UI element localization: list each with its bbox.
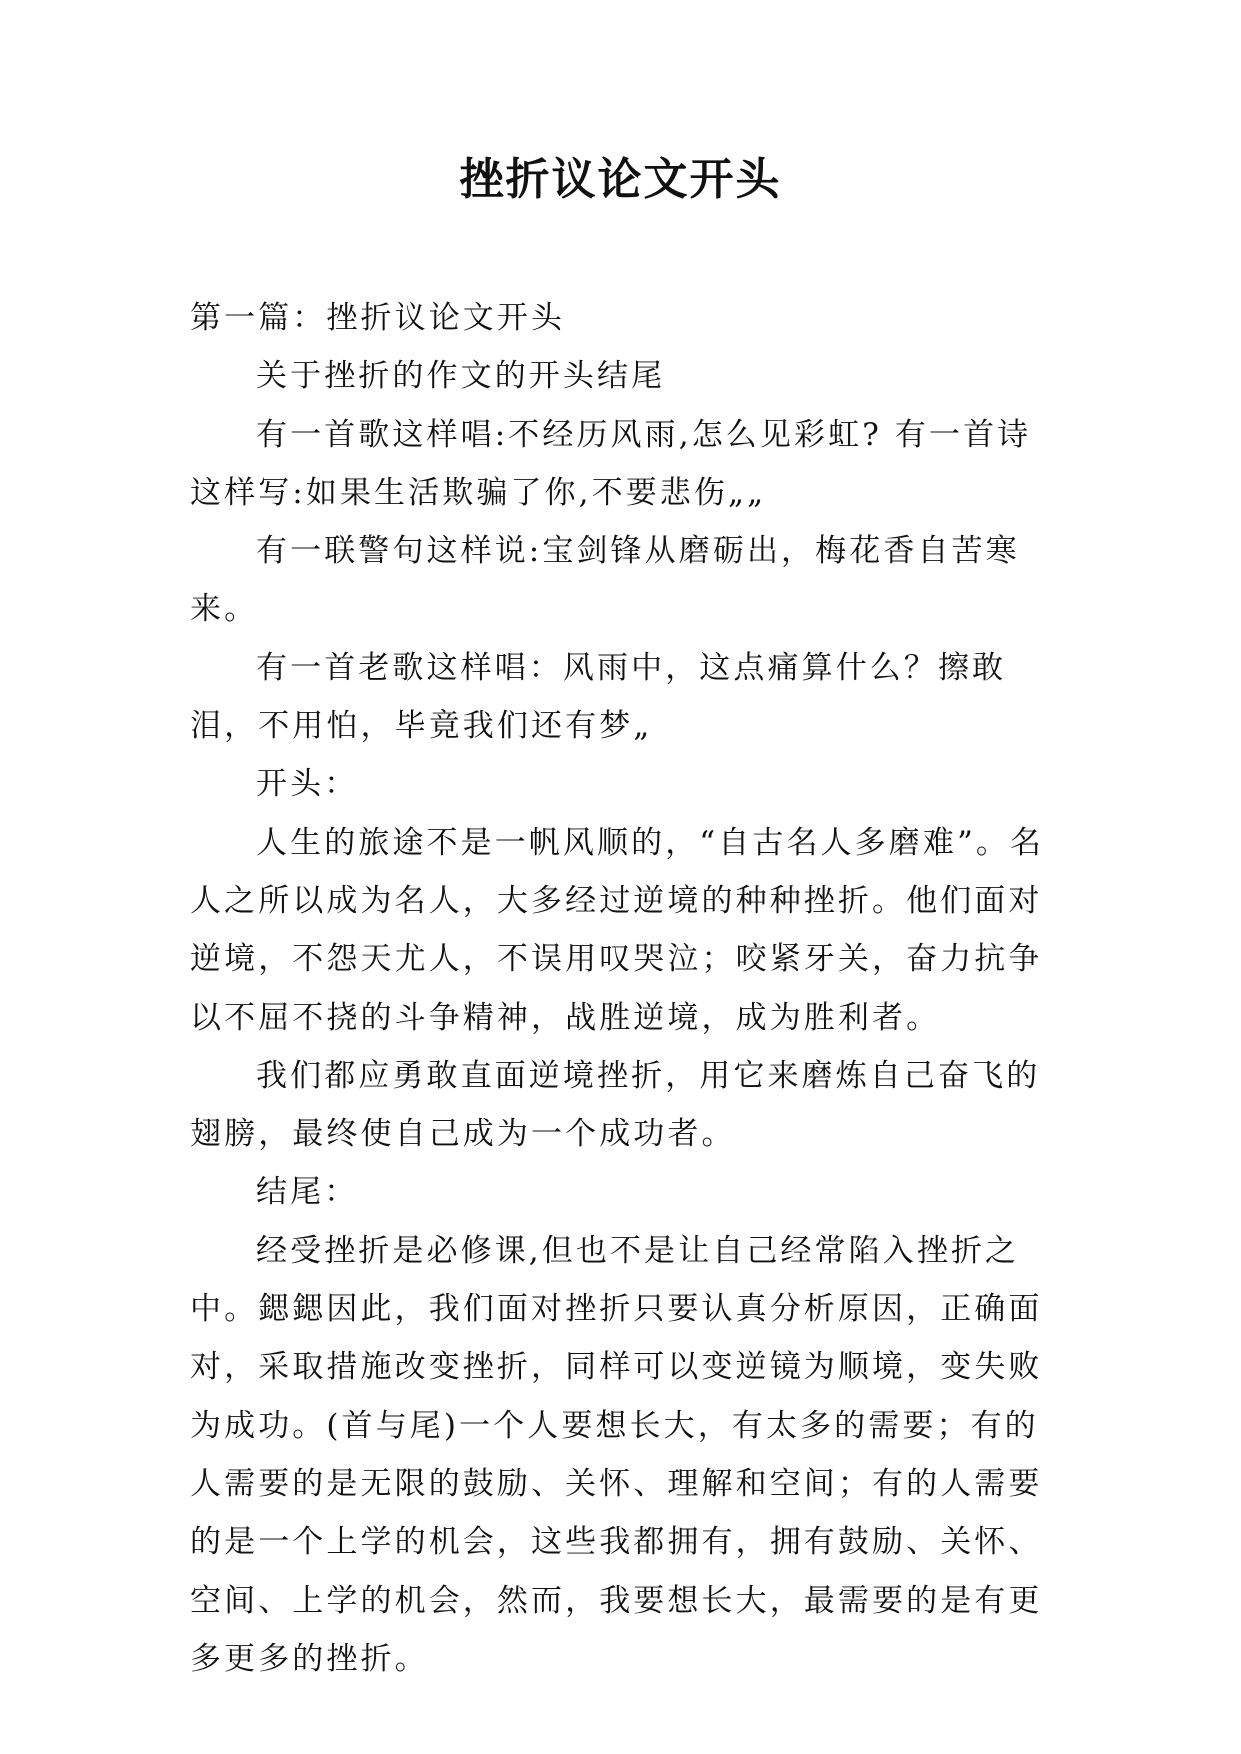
document-title: 挫折议论文开头 [459, 154, 782, 205]
section-label-ending: 结尾： [256, 1174, 359, 1211]
paragraph-heading: 第一篇：挫折议论文开头 [190, 300, 566, 336]
document-body [190, 289, 1050, 1688]
paragraph: 人生的旅途不是一帆风顺的，“自古名人多磨难”。名人之所以成为名人，大多经过逆境的种种挫折。他们面对逆境，不怨天尤人，不误用叹哭泣；咬紧牙关，奋力抗争以不屈不挠的斗争精神，战胜逆境，成为胜利者。 [190, 824, 1045, 1036]
paragraph: 有一首老歌这样唱：风雨中，这点痛算什么？擦敢泪，不用怕，毕竟我们还有梦„ [190, 649, 1007, 745]
paragraph: 有一联警句这样说:宝剑锋从磨砺出，梅花香自苦寒来。 [190, 533, 1020, 628]
paragraph: 经受挫折是必修课,但也不是让自己经常陷入挫折之中。鍶鍶因此，我们面对挫折只要认真分析原因，正确面对，采取措施改变挫折，同样可以变逆镜为顺境，变失败为成功。(首与尾)一个人要想长大，有太多的需要；有的人需要的是无限的鼓励、关怀、理解和空间；有的人需要的是一个上学的机会，这些我都拥有，拥有鼓励、关怀、空间、上学的机会，然而，我要想长大，最需要的是有更多更多的挫折。 [190, 1232, 1043, 1677]
section-label-opening: 开头： [256, 766, 359, 803]
paragraph: 我们都应勇敢直面逆境挫折，用它来磨炼自己奋飞的翅膀，最终使自己成为一个成功者。 [190, 1057, 1041, 1153]
paragraph: 有一首歌这样唱:不经历风雨,怎么见彩虹? 有一首诗这样写:如果生活欺骗了你,不要悲伤„„ [190, 416, 1032, 511]
paragraph-subtitle: 关于挫折的作文的开头结尾 [256, 358, 666, 395]
